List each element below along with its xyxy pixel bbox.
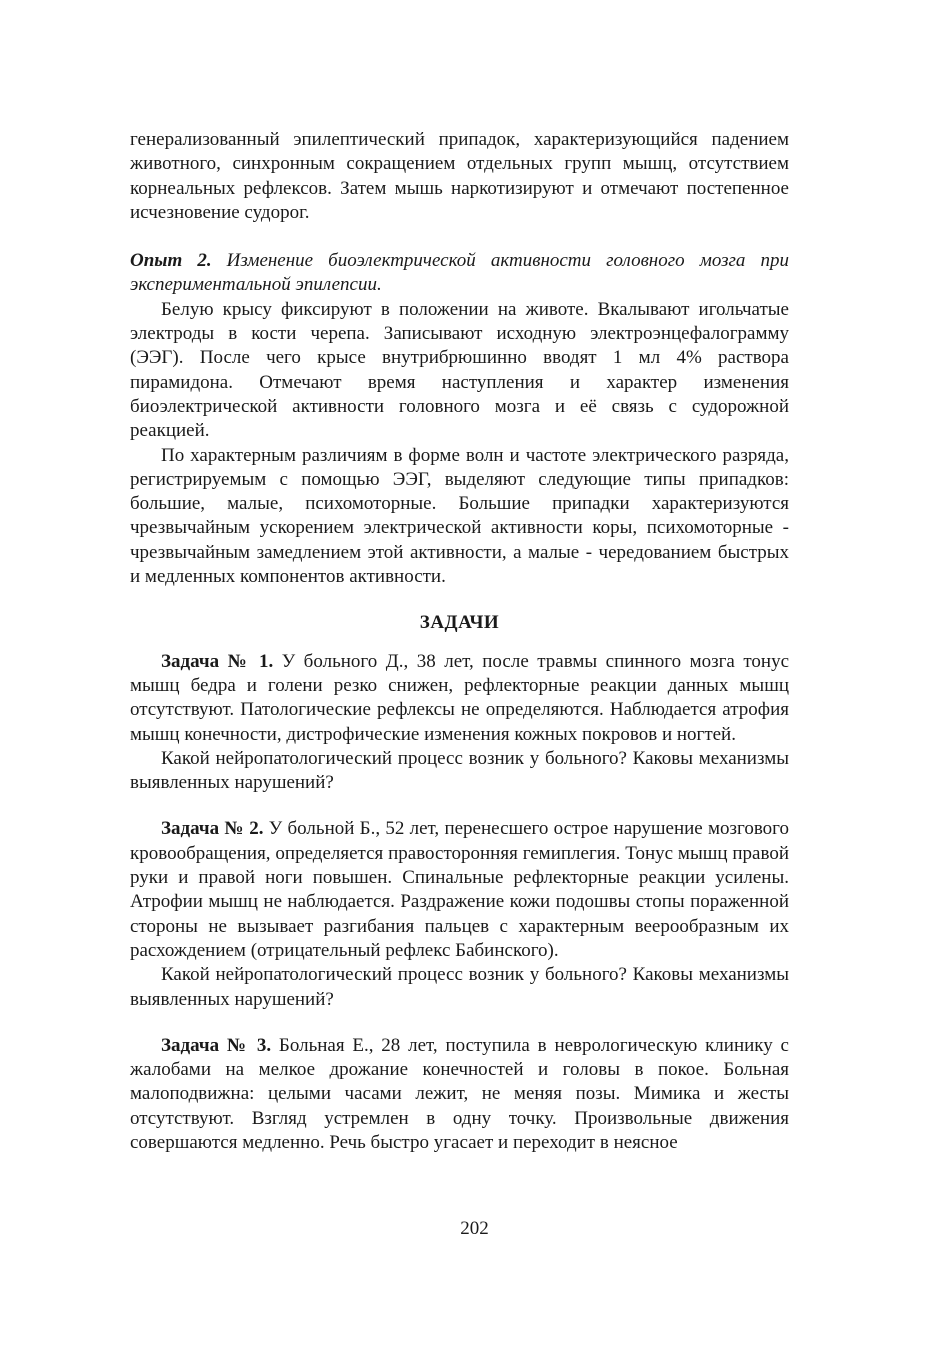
task-3-label: Задача № 3. bbox=[161, 1034, 272, 1056]
intro-paragraph: генерализованный эпилептический припадок, характеризующийся падением животного, синхронным сокращением отдельных групп мышц, отсутствием корнеальных рефлексов. Затем мышь наркотизируют и отмечают постепенное исчезновение судорог. bbox=[130, 129, 789, 223]
page-number: 202 bbox=[460, 1218, 489, 1239]
task-2-body: У больной Б., 52 лет, перенесшего острое нарушение мозгового кровообращения, определяется правосторонняя гемиплегия. Тонус мышц правой руки и правой ноги повышен. Спинальные рефлекторные реакции усилены. Атрофии мышц не наблюдается. Раздражение кожи подошвы стопы пораженной стороны не вызывает разгибания пальцев с характерным веерообразным их расхождением (отрицательный рефлекс Бабинского). bbox=[130, 818, 790, 961]
experiment-2-title: Изменение биоэлектрической активности головного мозга при экспериментальной эпилепсии. bbox=[130, 250, 790, 296]
task-2-question: Какой нейропатологический процесс возник у больного? Каковы механизмы выявленных нарушений? bbox=[130, 964, 789, 1010]
task-1-body: У больного Д., 38 лет, после травмы спинного мозга тонус мышц бедра и голени резко снижен, рефлекторные реакции данных мышц отсутствуют. Патологические рефлексы не определяются. Наблюдается атрофия мышц конечности, дистрофические изменения кожных покровов и ногтей. bbox=[130, 650, 790, 745]
experiment-2-heading bbox=[130, 249, 789, 298]
task-1-label: Задача № 1. bbox=[161, 650, 274, 672]
experiment-2-label: Опыт 2. bbox=[130, 250, 212, 272]
task-3-body: Больная Е., 28 лет, поступила в неврологическую клинику с жалобами на мелкое дрожание конечностей и головы в покое. Больная малоподвижна: целыми часами лежит, не меняя позы. Мимика и жесты отсутствуют. Взгляд устремлен в одну точку. Произвольные движения совершаются медленно. Речь быстро угасает и переходит в неясное bbox=[130, 1034, 789, 1153]
task-3-text bbox=[130, 1034, 789, 1155]
experiment-2-discussion: По характерным различиям в форме волн и частоте электрического разряда, регистрируемым с помощью ЭЭГ, выделяют следующие типы припадков: большие, малые, психомоторные. Большие припадки характеризуются чрезвычайным ускорением электрической активности коры, психомоторные - чрезвычайным замедлением этой активности, а малые - чередованием быстрых и медленных компонентов активности. bbox=[130, 444, 789, 588]
section-heading: ЗАДАЧИ bbox=[419, 612, 500, 634]
page-content bbox=[130, 128, 789, 1155]
task-2-text bbox=[130, 817, 789, 963]
task-1-text bbox=[130, 650, 789, 747]
experiment-2-procedure: Белую крысу фиксируют в положении на животе. Вкалывают игольчатые электроды в кости черепа. Записывают исходную электроэнцефалограмму (ЭЭГ). После чего крысе внутрибрюшинно вводят 1 мл 4% раствора пирамидона. Отмечают время наступления и характер изменения биоэлектрической активности головного мозга и её связь с судорожной реакцией. bbox=[130, 298, 789, 442]
task-2-label: Задача № 2. bbox=[161, 818, 264, 840]
task-1-question: Какой нейропатологический процесс возник у больного? Каковы механизмы выявленных нарушений? bbox=[130, 747, 789, 794]
